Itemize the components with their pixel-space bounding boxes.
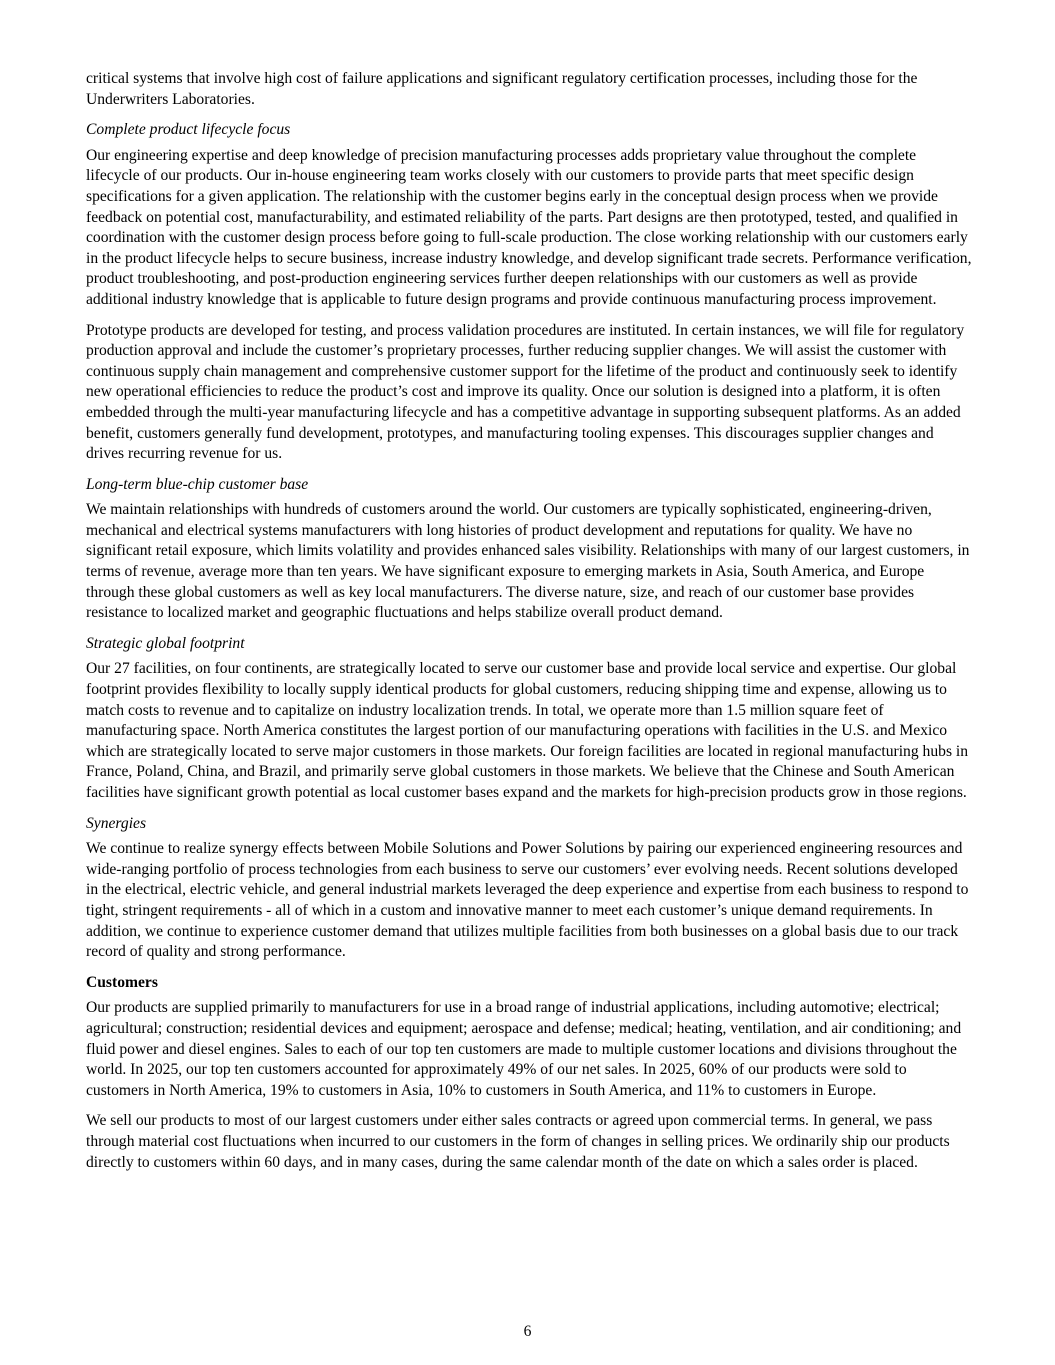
customer-base-paragraph: We maintain relationships with hundreds of customers around the world. Our customers are typically sophisticated, engineering-driven, mechanical and electrical systems manufacturers with long histories of product development and reputations for quality. We have no significant retail exposure, which limits volatility and provides enhanced sales visibility. Relationships with many of our largest customers, in terms of revenue, average more than ten years. We have significant exposure to emerging markets in Asia, South America, and Europe through these global customers as well as key local manufacturers. The diverse nature, size, and reach of our customer base provides resistance to localized market and geographic fluctuations and helps stabilize overall product demand.	[86, 501, 970, 622]
synergies-heading: Synergies	[86, 814, 147, 832]
synergies-paragraph: We continue to realize synergy effects between Mobile Solutions and Power Solutions by pairing our experienced engineering resources and wide-ranging portfolio of process technologies from each business to serve our customers’ ever evolving needs. Recent solutions developed in the electrical, electric vehicle, and general industrial markets leveraged the deep experience and expertise from each business to respond to tight, stringent requirements - all of which in a custom and innovative manner to meet each customer’s unique demand requirements. In addition, we continue to experience customer demand that utilizes multiple facilities from both businesses on a global basis due to our track record of quality and strong performance.	[86, 840, 969, 961]
lifecycle-heading: Complete product lifecycle focus	[86, 121, 291, 139]
intro-continuation-paragraph: critical systems that involve high cost of failure applications and significant regulatory certification processes, including those for the Underwriters Laboratories.	[86, 70, 918, 108]
customers-paragraph-1: Our products are supplied primarily to manufacturers for use in a broad range of industrial applications, including automotive; electrical; agricultural; construction; residential devices and equipment; aerospace and defense; medical; heating, ventilation, and air conditioning; and fluid power and diesel engines. Sales to each of our top ten customers are made to multiple customer locations and divisions throughout the world. In 2025, our top ten customers accounted for approximately 49% of our net sales. In 2025, 60% of our products were sold to customers in North America, 19% to customers in Asia, 10% to customers in South America, and 11% to customers in Europe.	[86, 999, 962, 1099]
footprint-heading: Strategic global footprint	[86, 634, 245, 652]
lifecycle-paragraph-1: Our engineering expertise and deep knowledge of precision manufacturing processes adds proprietary value throughout the complete lifecycle of our products. Our in-house engineering team works closely with our customers to provide parts that meet specific design specifications for a given application. The relationship with the customer begins early in the conceptual design process when we provide feedback on potential cost, manufacturability, and estimated reliability of the parts. Part designs are then prototyped, tested, and qualified in coordination with the customer design process before going to full-scale production. The close working relationship with our customers early in the product lifecycle helps to secure business, increase industry knowledge, and develop significant trade secrets. Performance verification, product troubleshooting, and post-production engineering services further deepen relationships with our customers as well as provide additional industry knowledge that is applicable to future design programs and provide continuous manufacturing process improvement.	[86, 146, 972, 308]
document-page	[86, 69, 972, 1183]
customer-base-heading: Long-term blue-chip customer base	[86, 475, 309, 493]
page-number: 6	[523, 1323, 532, 1340]
footprint-paragraph: Our 27 facilities, on four continents, are strategically located to serve our customer base and provide local service and expertise. Our global footprint provides flexibility to locally supply identical products for global customers, reducing shipping time and expense, allowing us to match costs to revenue and to capitalize on industry localization trends. In total, we operate more than 1.5 million square feet of manufacturing space. North America constitutes the largest portion of our manufacturing operations with facilities in the U.S. and Mexico which are strategically located to serve major customers in those markets. Our foreign facilities are located in regional manufacturing hubs in France, Poland, China, and Brazil, and primarily serve global customers in those markets. We believe that the Chinese and South American facilities have significant growth potential as local customer bases expand and the markets for high-precision products grow in those regions.	[86, 660, 969, 801]
customers-section-heading: Customers	[86, 973, 158, 991]
customers-paragraph-2: We sell our products to most of our largest customers under either sales contracts or agreed upon commercial terms. In general, we pass through material cost fluctuations when incurred to our customers in the form of changes in selling prices. We ordinarily ship our products directly to customers within 60 days, and in many cases, during the same calendar month of the date on which a sales order is placed.	[86, 1112, 950, 1171]
lifecycle-paragraph-2: Prototype products are developed for testing, and process validation procedures are instituted. In certain instances, we will file for regulatory production approval and include the customer’s proprietary processes, further reducing supplier changes. We will assist the customer with continuous supply chain management and comprehensive customer support for the lifetime of the product and continuously seek to identify new operational efficiencies to reduce the product’s cost and improve its quality. Once our solution is designed into a platform, it is often embedded through the multi-year manufacturing lifecycle and has a competitive advantage in supporting subsequent platforms. As an added benefit, customers generally fund development, prototypes, and manufacturing tooling expenses. This discourages supplier changes and drives recurring revenue for us.	[86, 321, 965, 463]
